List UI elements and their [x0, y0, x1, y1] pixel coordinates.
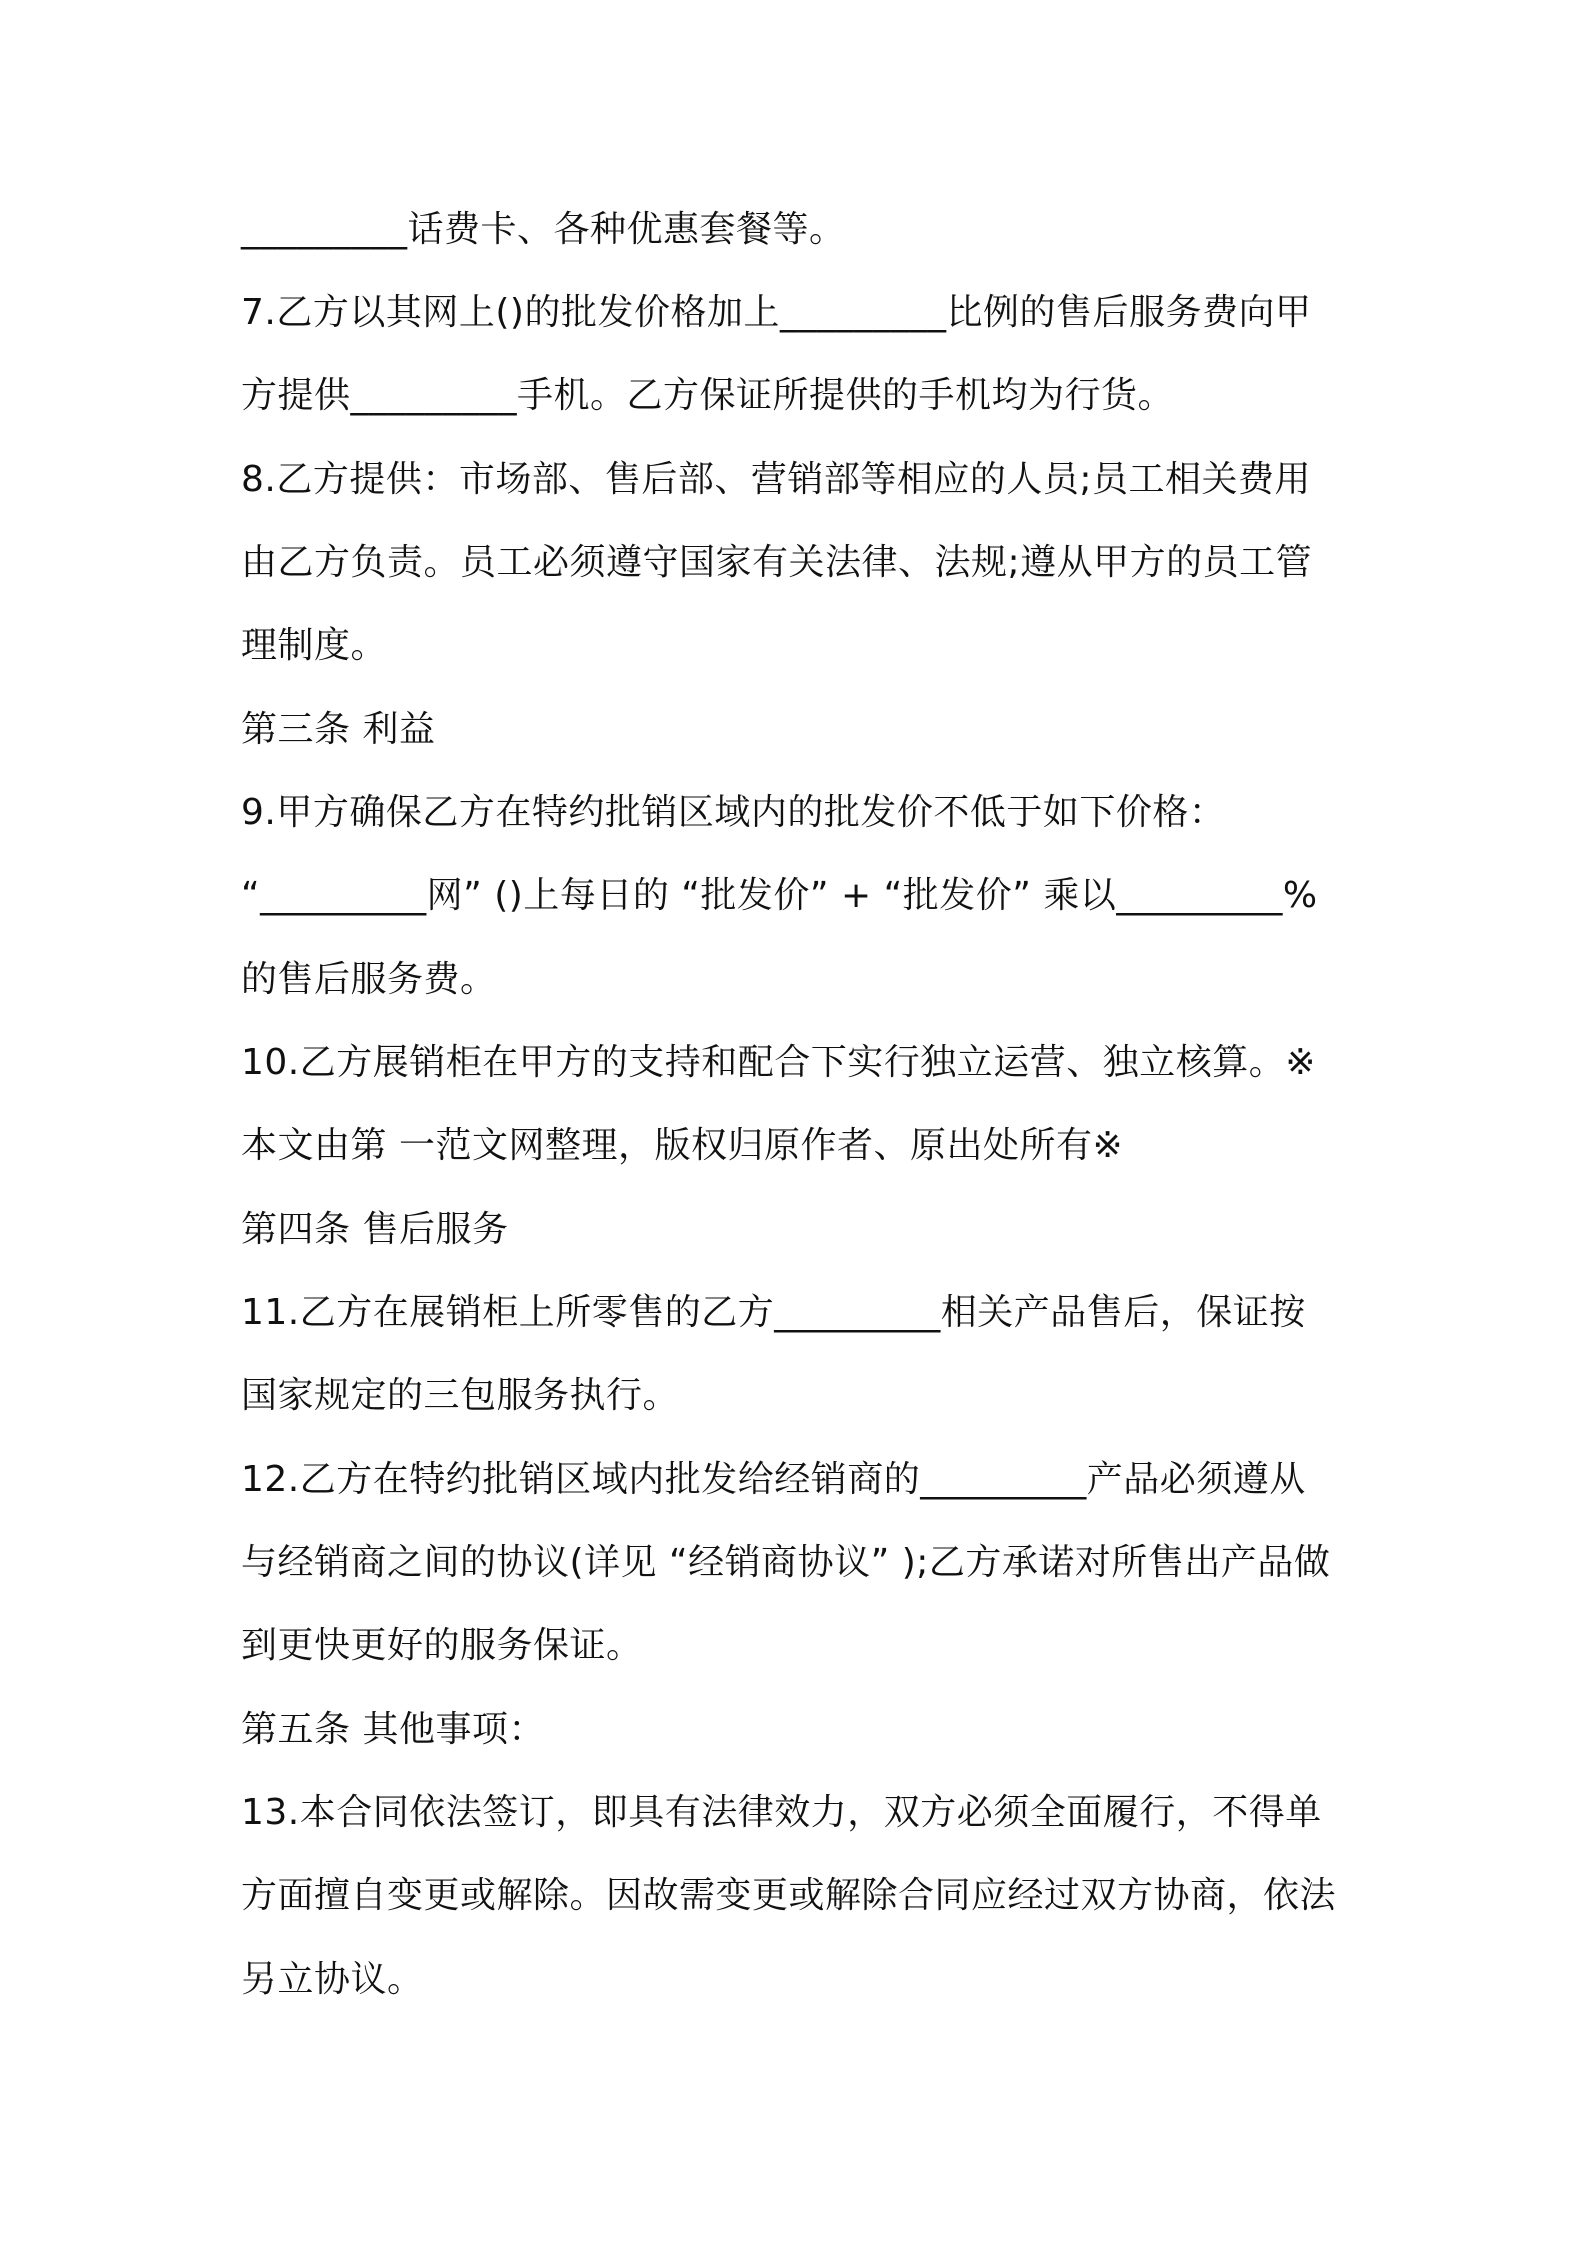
- section-heading: 第四条 售后服务: [241, 1209, 509, 1250]
- text-line: _________话费卡、各种优惠套餐等。: [241, 209, 846, 250]
- text-line: 10.乙方展销柜在甲方的支持和配合下实行独立运营、独立核算。※: [241, 1042, 1316, 1083]
- text-line: 理制度。: [241, 625, 388, 666]
- text-line: 国家规定的三包服务执行。: [241, 1375, 680, 1416]
- text-line: 12.乙方在特约批销区域内批发给经销商的_________产品必须遵从: [241, 1459, 1306, 1500]
- text-line: 11.乙方在展销柜上所零售的乙方_________相关产品售后，保证按: [241, 1292, 1306, 1333]
- text-line: 8.乙方提供：市场部、售后部、营销部等相应的人员;员工相关费用: [241, 459, 1311, 500]
- section-heading: 第三条 利益: [241, 709, 436, 750]
- text-line: 由乙方负责。员工必须遵守国家有关法律、法规;遵从甲方的员工管: [241, 542, 1313, 583]
- text-line: 13.本合同依法签订，即具有法律效力，双方必须全面履行，不得单: [241, 1792, 1322, 1833]
- text-line: “_________网” ()上每日的 “批发价” + “批发价” 乘以_________%: [241, 875, 1318, 916]
- text-line: 另立协议。: [241, 1959, 424, 2000]
- text-line: 的售后服务费。: [241, 959, 497, 1000]
- text-line: 方提供_________手机。乙方保证所提供的手机均为行货。: [241, 375, 1175, 416]
- section-heading: 第五条 其他事项：: [241, 1709, 545, 1750]
- text-line: 到更快更好的服务保证。: [241, 1625, 643, 1666]
- text-line: 方面擅自变更或解除。因故需变更或解除合同应经过双方协商，依法: [241, 1875, 1337, 1916]
- text-line: 9.甲方确保乙方在特约批销区域内的批发价不低于如下价格：: [241, 792, 1226, 833]
- text-line: 与经销商之间的协议(详见 “经销商协议” );乙方承诺对所售出产品做: [241, 1542, 1331, 1583]
- text-line: 7.乙方以其网上()的批发价格加上_________比例的售后服务费向甲: [241, 292, 1312, 333]
- text-line: 本文由第 一范文网整理，版权归原作者、原出处所有※: [241, 1125, 1124, 1166]
